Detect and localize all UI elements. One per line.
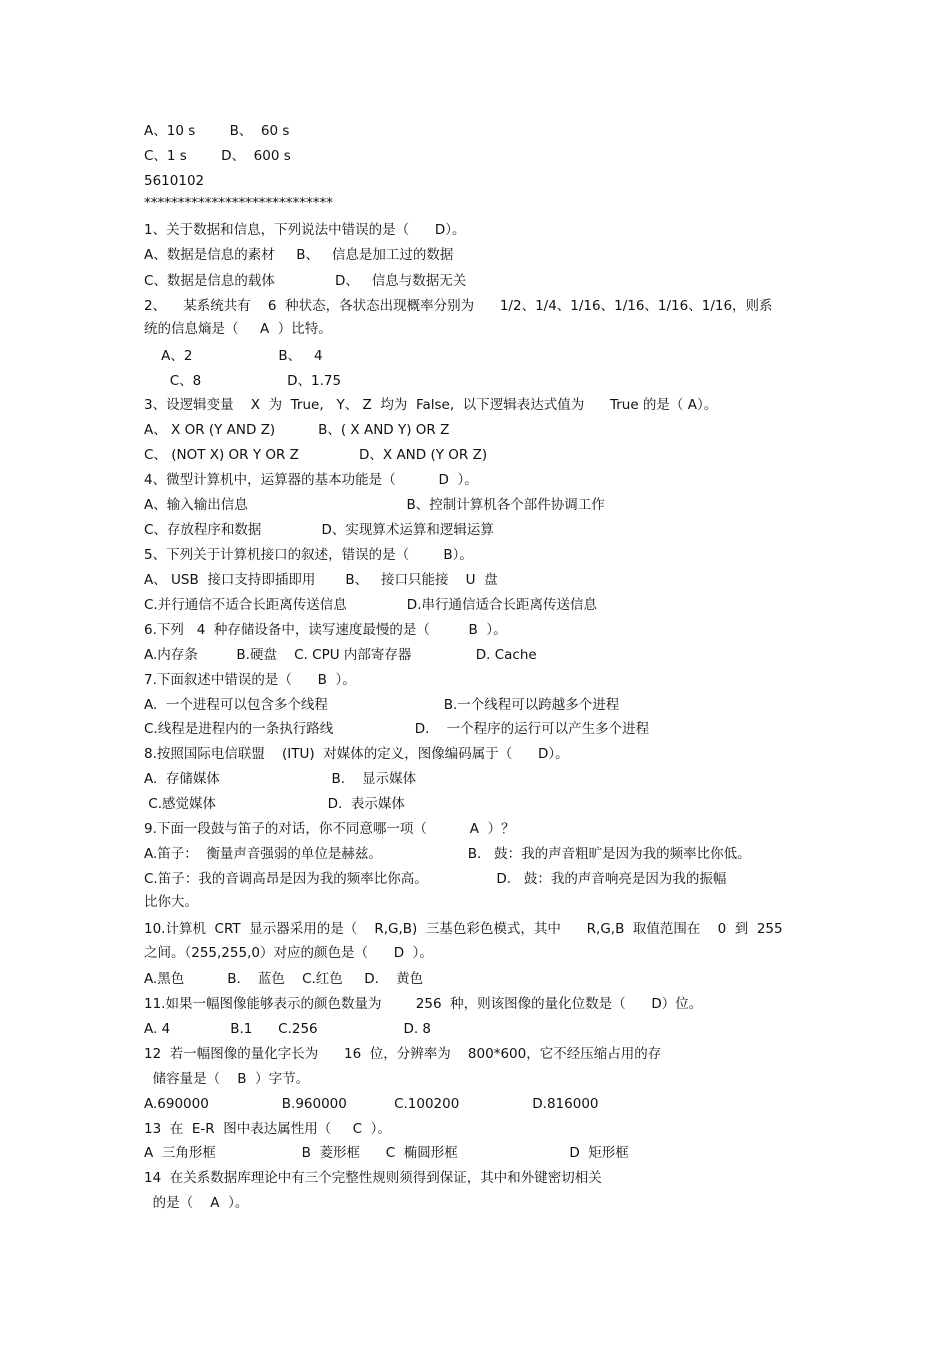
text-line: C、数据是信息的载体 D、 信息与数据无关 xyxy=(144,273,467,289)
text-line: 统的信息熵是（ A ）比特。 xyxy=(144,321,332,337)
text-line: C、8 D、1.75 xyxy=(144,373,342,389)
text-line: A.内存条 B.硬盘 C. CPU 内部寄存器 D. Cache xyxy=(144,647,537,663)
text-line: A、 X OR (Y AND Z) B、( X AND Y) OR Z xyxy=(144,422,450,438)
question-6: 6.下列 4 种存储设备中，读写速度最慢的是（ B ）。 xyxy=(144,622,507,638)
question-2: 2、 某系统共有 6 种状态，各状态出现概率分别为 1/2、1/4、1/16、1/16、1/16、1/16，则系 xyxy=(144,298,773,314)
question-4: 4、微型计算机中，运算器的基本功能是（ D ）。 xyxy=(144,472,478,488)
text-line: C.线程是进程内的一条执行路线 D. 一个程序的运行可以产生多个进程 xyxy=(144,721,650,737)
text-line: C.并行通信不适合长距离传送信息 D.串行通信适合长距离传送信息 xyxy=(144,597,597,613)
question-14: 14 在关系数据库理论中有三个完整性规则须得到保证，其中和外键密切相关 xyxy=(144,1170,602,1186)
text-line: C、存放程序和数据 D、实现算术运算和逻辑运算 xyxy=(144,522,494,538)
text-line: A. 4 B.1 C.256 D. 8 xyxy=(144,1021,432,1037)
text-line: A、输入输出信息 B、控制计算机各个部件协调工作 xyxy=(144,497,605,513)
text-line: A、数据是信息的素材 B、 信息是加工过的数据 xyxy=(144,247,454,263)
question-1: 1、关于数据和信息，下列说法中错误的是（ D）。 xyxy=(144,222,466,238)
text-line: C.感觉媒体 D. 表示媒体 xyxy=(144,796,405,812)
question-8: 8.按照国际电信联盟 (ITU) 对媒体的定义，图像编码属于（ D）。 xyxy=(144,746,569,762)
text-line: 比你大。 xyxy=(144,894,198,910)
text-line: 之间。（255,255,0）对应的颜色是（ D ）。 xyxy=(144,945,433,961)
text-line: A. 存储媒体 B. 显示媒体 xyxy=(144,771,417,787)
text-line: A.黑色 B. 蓝色 C.红色 D. 黄色 xyxy=(144,971,424,987)
text-line: A、2 B、 4 xyxy=(144,348,323,364)
text-line: 的是（ A ）。 xyxy=(144,1195,249,1211)
text-line: 5610102 xyxy=(144,173,205,189)
question-13: 13 在 E-R 图中表达属性用（ C ）。 xyxy=(144,1121,391,1137)
text-line: **************************** xyxy=(144,195,333,211)
question-12: 12 若一幅图像的量化字长为 16 位，分辨率为 800*600，它不经压缩占用的存 xyxy=(144,1046,662,1062)
question-3: 3、设逻辑变量 X 为 True, Y、 Z 均为 False, 以下逻辑表达式值为 True 的是（ A）。 xyxy=(144,397,718,413)
question-11: 11.如果一幅图像能够表示的颜色数量为 256 种，则该图像的量化位数是（ D）位。 xyxy=(144,996,703,1012)
text-line: A、 USB 接口支持即插即用 B、 接口只能接 U 盘 xyxy=(144,572,498,588)
question-10: 10.计算机 CRT 显示器采用的是（ R,G,B) 三基色彩色模式，其中 R,G,B 取值范围在 0 到 255 xyxy=(144,921,783,937)
text-line: A.690000 B.960000 C.100200 D.816000 xyxy=(144,1096,599,1112)
text-line: A. 一个进程可以包含多个线程 B.一个线程可以跨越多个进程 xyxy=(144,697,620,713)
text-line: 储容量是（ B ）字节。 xyxy=(144,1071,310,1087)
text-line: A、10 s B、 60 s xyxy=(144,123,290,139)
text-line: C.笛子：我的音调高昂是因为我的频率比你高。 D. 鼓：我的声音响亮是因为我的振幅 xyxy=(144,871,727,887)
text-line: A 三角形框 B 菱形框 C 椭圆形框 D 矩形框 xyxy=(144,1145,629,1161)
text-line: C、 (NOT X) OR Y OR Z D、X AND (Y OR Z) xyxy=(144,447,488,463)
text-line: A.笛子： 衡量声音强弱的单位是赫兹。 B. 鼓：我的声音粗旷是因为我的频率比你低。 xyxy=(144,846,751,862)
text-line: C、1 s D、 600 s xyxy=(144,148,291,164)
question-5: 5、下列关于计算机接口的叙述，错误的是（ B）。 xyxy=(144,547,473,563)
question-9: 9.下面一段鼓与笛子的对话，你不同意哪一项（ A ）？ xyxy=(144,821,515,837)
question-7: 7.下面叙述中错误的是（ B ）。 xyxy=(144,672,356,688)
